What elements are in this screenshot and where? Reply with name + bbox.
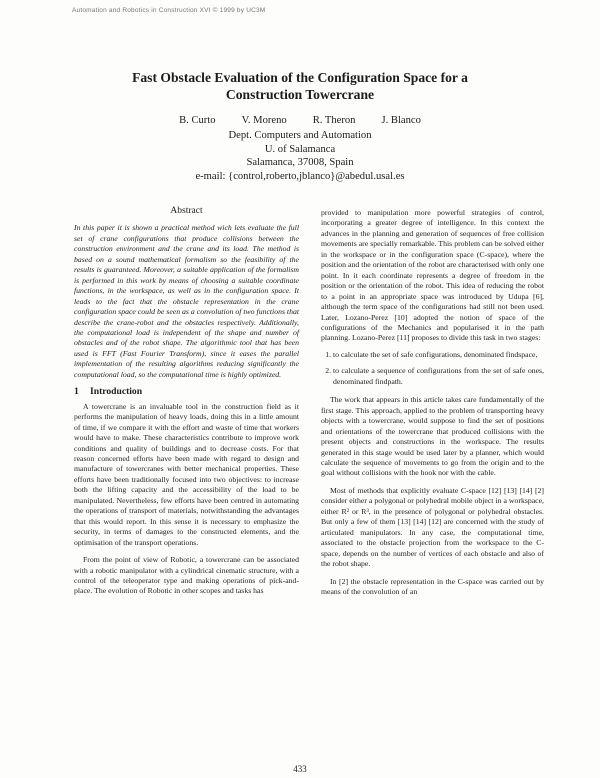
author-name: B. Curto [179, 115, 216, 126]
abstract-heading: Abstract [170, 206, 203, 216]
page-number: 433 [293, 764, 307, 774]
section-title: Introduction [90, 386, 143, 398]
author-name: J. Blanco [381, 115, 421, 126]
paragraph-gap [74, 548, 299, 555]
affiliation [150, 129, 450, 183]
right-paragraph-3: Most of methods that explicitly evaluate C-space [12] [13] [14] [2] consider either a polygonal or polyhedral mobile object in a workspace, either R² or R³, in the presence of polygonal or polyhedral obstacles. But only a few of them [13] [14] [12] are concerned with the study of articulated manipulators. In any case, the computational time, associated to the obstacle projection from the workspace to the C-space, depends on the number of vertices of each obstacle and also of the robot shape. [321, 485, 544, 569]
right-paragraph-4: In [2] the obstacle representation in the C-space was carried out by means of the convolution of an [321, 576, 544, 596]
running-header: Automation and Robotics in Construction XVI © 1999 by UC3M [72, 7, 266, 14]
left-column [74, 206, 299, 597]
intro-paragraph-2: From the point of view of Robotic, a towercrane can be associated with a robotic manipulator with a cylindrical cinematic structure, with a control of the teleoperator type and making operations of pick-and-place. The evolution of Robotic in other scopes and tasks has [74, 555, 299, 596]
abstract-text: In this paper it is shown a practical method wich lets evaluate the full set of crane configurations that produce collisions between the construction environment and the crane and its load. The method is based on a sound mathematical formalism so the feasibility of the results is guaranteed. Moreover, a suitable application of the formalism is performed in this work by means of choosing a suitable coordinate functions, in the workspace, as well as in the configuration space. It leads to the fact that the obstacle representation in the crane configuration space could be seen as a convolution of two functions that describe the crane-robot and the obstacles respectively. Additionally, the computational load is independent of the shape and number of obstacles and of the robot shape. The algorithmic tool that has been used is FFT (Fast Fourier Transform), since it eases the parallel implementation of the resulting algorithms reducing significantly the computational load, so the computational time is highly optimized. [74, 223, 299, 379]
right-paragraph-1: provided to manipulation more powerful strategies of control, incorporating a greater degree of intelligence. In this context the advances in the planning and generation of sequences of free collision movements are specially remarkable. This problem can be solved either in the workspace or in the configuration space (C-space), where the position and the orientation of the robot are characterised with only one point. In it each coordinate represents a degree of freedom in the position or the orientation of the robot. This idea of reducing the robot to a point in an appropriate space was introduced by Udupa [6], although the term space of the configurations had still not been used. Later, Lozano-Perez [10] adopted the notion of space of the configurations of the Mechanics and popularised it in the path planning. Lozano-Perez [11] proposes to divide this task in two stages: [321, 208, 544, 343]
title-line-1: Fast Obstacle Evaluation of the Configuration Space for a [132, 70, 468, 85]
paragraph-gap [321, 479, 544, 486]
paragraph-gap [321, 570, 544, 577]
university: U. of Salamanca [264, 143, 336, 155]
section-number: 1 [74, 386, 79, 398]
intro-paragraph-1: A towercrane is an invaluable tool in the construction field as it performs the manipulation of heavy loads, doing this in a little amount of time, if we compare it with the effort and waste of time that workers would have to make. These characteristics contribute to improve work conditions and quality of buildings and to decrease costs. For that reason concerned efforts have been made with regard to design and manufacture of towercranes with better mechanical properties. These efforts have been traditionally focused into two objectives: to increase both the lifting capacity and the accessibility of the load to be manipulated. Nevertheless, few efforts have been centred in automating the operations of transport of materials, notwithstanding the advantages that this would report. In this sense it is necessary to emphasize the security, in terms of damages to the constructed elements, and the optimisation of the transport operations. [74, 401, 299, 547]
department: Dept. Computers and Automation [228, 130, 372, 141]
list-item: 1. to calculate the set of safe configurations, denominated findspace, [333, 350, 544, 360]
paper-title [100, 69, 500, 103]
author-name: R. Theron [312, 115, 356, 126]
right-paragraph-2: The work that appears in this article takes care fundamentally of the first stage. This approach, applied to the problem of transporting heavy objects with a towercrane, would suppose to find the set of positions and orientations of the towercrane that produced collisions with the present objects and constructions in the workspace. The results generated in this stage would be used later by a planner, which would calculate the sequence of movements to go from the origin and to the goal without collisions with the hook nor with the cable. [321, 395, 544, 478]
author-name: V. Moreno [241, 115, 287, 126]
author-list [150, 114, 450, 127]
right-column [321, 208, 544, 597]
stage-list [321, 350, 544, 387]
section-heading-introduction [74, 387, 299, 397]
list-item: 2. to calculate a sequence of configurations from the set of safe ones, denominated findpath. [333, 366, 544, 387]
title-line-2: Construction Towercrane [225, 87, 375, 102]
city: Salamanca, 37008, Spain [246, 157, 354, 168]
email: e-mail: {control,roberto,jblanco}@abedul.usal.es [195, 170, 405, 182]
